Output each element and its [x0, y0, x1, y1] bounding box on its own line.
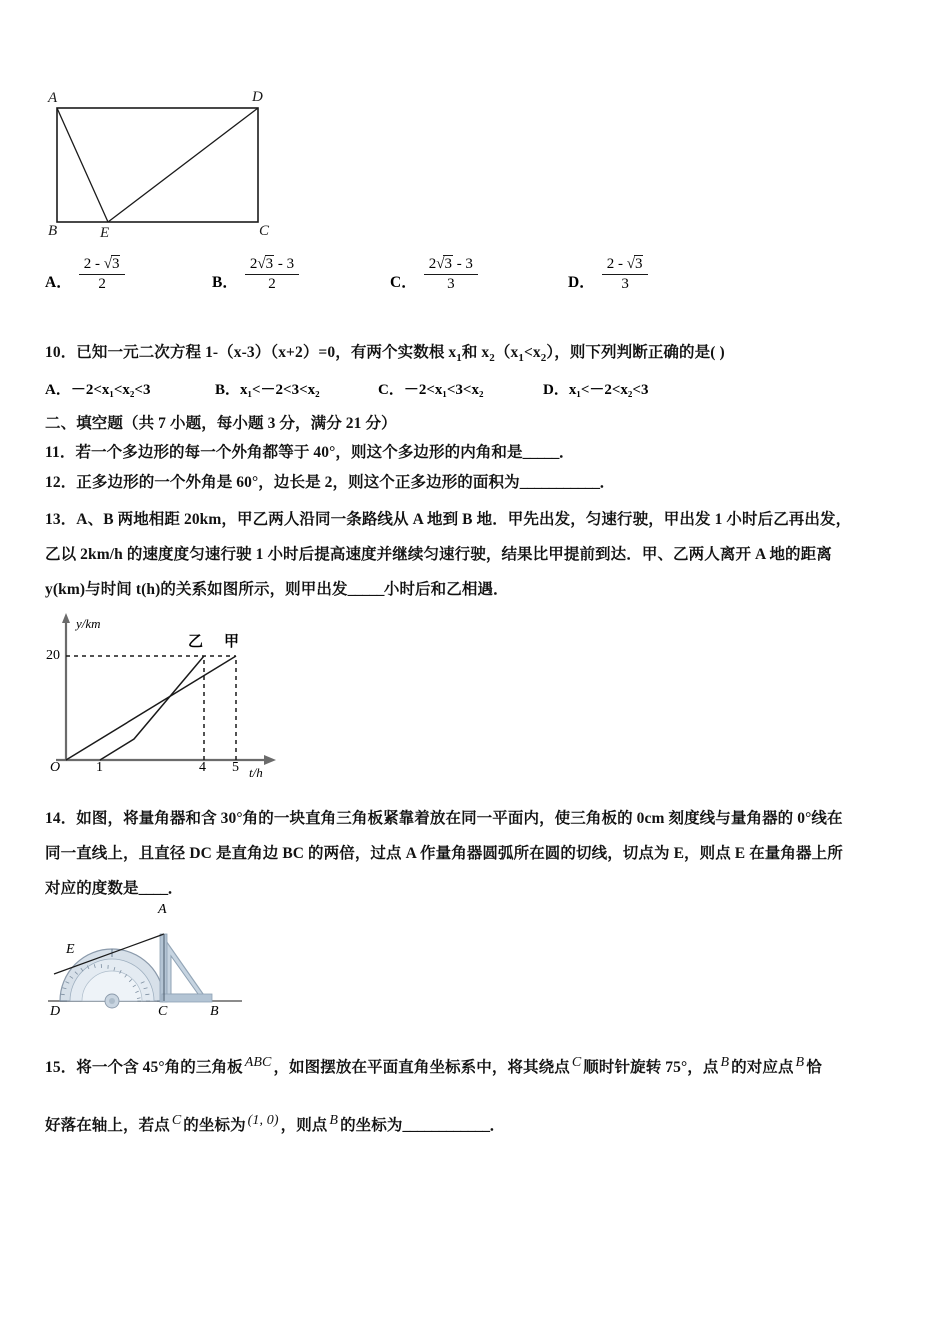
sqrt-icon: √3	[436, 256, 452, 272]
question10-option-c-text: －2<x₁<3<x₂	[403, 382, 484, 398]
option-b-tag: B．	[212, 273, 238, 291]
option-a-fraction	[79, 256, 126, 294]
question10-sub1: 1	[456, 352, 462, 365]
figure-rectangle-abcd	[40, 85, 340, 250]
rect-label-c: C	[259, 223, 270, 239]
question15-sup-c: C	[571, 1055, 582, 1070]
question15-l2-period: ．	[489, 1117, 506, 1135]
question14-line2: 同一直线上，且直径 DC 是直角边 BC 的两倍，过点 A 作量角器圆弧所在圆的切线，切点为 E，则点 E 在量角器上所	[45, 845, 843, 862]
travel-chart-svg	[44, 608, 314, 788]
option-b-trail: - 3	[274, 256, 295, 272]
option-b[interactable]	[212, 256, 299, 294]
protractor-diagram-svg	[42, 900, 272, 1035]
rect-label-a: A	[48, 90, 58, 106]
question14-period: ．	[167, 880, 184, 897]
question10-option-b[interactable]	[215, 378, 320, 399]
option-c-radicand: 3	[444, 256, 452, 272]
option-a-radicand: 3	[111, 256, 120, 272]
question15-sup-abc: ABC	[244, 1055, 272, 1070]
chart-xtick-4: 4	[199, 760, 206, 775]
option-c-trail: - 3	[452, 256, 473, 272]
question10-stem-part1: 10．已知一元二次方程 1-（x-3）（x+2）=0，有两个实数根 x	[45, 344, 457, 361]
question15-l2-sup-b: B	[329, 1113, 339, 1128]
question15-l2-sup-coord: (1, 0)	[247, 1113, 279, 1128]
question10-option-c[interactable]	[378, 378, 483, 399]
question10-stem-mid: 和 x	[461, 344, 490, 361]
question11-text: 11．若一个多边形的每一个外角都等于 40°，则这个多边形的内角和是	[45, 444, 523, 461]
question13-line1: 13．A、B 两地相距 20km，甲乙两人沿同一条路线从 A 地到 B 地．甲先出发，匀速行驶，甲出发 1 小时后乙再出发，	[45, 511, 852, 528]
protractor-label-c: C	[158, 1004, 168, 1019]
question15-l2-p3: ，则点	[280, 1117, 328, 1135]
question10-option-c-tag: C．	[378, 382, 404, 398]
question13-line3	[45, 578, 509, 601]
option-d-radicand: 3	[634, 256, 643, 272]
chart-xtick-origin: O	[50, 760, 61, 775]
chart-xtick-1: 1	[96, 760, 103, 775]
question14-blank[interactable]: ____	[138, 880, 168, 897]
question9-options-row	[45, 252, 925, 308]
question12-text: 12．正多边形的一个外角是 60°，边长是 2，则这个正多边形的面积为	[45, 474, 520, 491]
option-c-fraction	[424, 256, 478, 294]
option-b-lead: 2	[249, 256, 258, 272]
option-c-tag: C．	[390, 273, 417, 291]
chart-series-label-jia: 甲	[224, 632, 240, 650]
option-c-denominator: 3	[424, 274, 478, 293]
sqrt-icon: √3	[103, 256, 120, 272]
question11-blank[interactable]: _____	[522, 444, 559, 461]
option-b-denominator: 2	[245, 274, 299, 293]
protractor-label-b: B	[210, 1004, 219, 1019]
question15-line2	[45, 1110, 505, 1137]
option-c[interactable]	[390, 256, 478, 294]
option-b-numerator	[245, 256, 299, 274]
question10-option-d-text: x₁<－2<x₂<3	[568, 382, 649, 398]
question15-p2: ，如图摆放在平面直角坐标系中，将其绕点	[273, 1059, 570, 1077]
option-a[interactable]	[45, 256, 125, 294]
question10-sub2: 2	[489, 352, 495, 365]
question15-p5: 恰	[806, 1059, 822, 1077]
option-b-fraction	[245, 256, 299, 294]
question12-blank[interactable]: ___________	[519, 474, 600, 491]
question13-line2: 乙以 2km/h 的速度度匀速行驶 1 小时后提高速度并继续匀速行驶，结果比甲提前到达．甲、乙两人离开 A 地的距离	[45, 546, 832, 563]
question11-period: ．	[558, 444, 575, 461]
question15-blank[interactable]: ____________	[402, 1117, 490, 1135]
chart-xtick-5: 5	[232, 760, 239, 775]
question10-sub3: 1	[518, 352, 524, 365]
question15-l2-p4: 的坐标为	[340, 1117, 403, 1135]
question10-sub4: 2	[540, 352, 547, 365]
protractor-label-d: D	[50, 1004, 61, 1019]
question12	[45, 471, 615, 494]
rect-label-d: D	[252, 89, 263, 105]
question10-stem	[45, 341, 725, 367]
question10-stem-tail: （x	[494, 344, 519, 361]
question12-period: ．	[599, 474, 616, 491]
question10-option-a-tag: A．	[45, 382, 71, 398]
rectangle-diagram-svg	[40, 85, 340, 250]
question11	[45, 441, 574, 464]
question15-line1	[45, 1052, 822, 1079]
question15-p4: 的对应点	[731, 1059, 794, 1077]
question14-line1: 14．如图，将量角器和含 30°角的一块直角三角板紧靠着放在同一平面内，使三角板的 0cm 刻度线与量角器的 0°线在	[45, 810, 843, 827]
option-a-numerator	[79, 256, 126, 274]
question10-option-d-tag: D．	[543, 382, 569, 398]
chart-x-axis-label: t/h	[249, 765, 263, 780]
option-d-tag: D．	[568, 273, 595, 291]
option-b-radicand: 3	[265, 256, 274, 272]
question15-l2-p1: 好落在轴上，若点	[45, 1117, 170, 1135]
protractor-label-e: E	[66, 942, 75, 957]
question10-option-b-tag: B．	[215, 382, 241, 398]
question13-line3-a: y(km)与时间 t(h)的关系如图所示，则甲出发	[45, 581, 348, 598]
question10-option-d[interactable]	[543, 378, 648, 399]
question15-l2-p2: 的坐标为	[183, 1117, 246, 1135]
question14-line3	[45, 877, 183, 900]
question15-sup-b-prime: B	[795, 1055, 805, 1070]
sqrt-icon: √3	[257, 256, 274, 272]
question10-option-a-text: －2<x₁<x₂<3	[70, 382, 151, 398]
question10-option-b-text: x₁<－2<3<x₂	[240, 382, 320, 398]
protractor-label-a: A	[158, 902, 167, 917]
question10-stem-tail3: ），则下列判断正确的是( )	[546, 344, 725, 361]
question14-line3-text: 对应的度数是	[45, 880, 139, 897]
question15-p3: 顺时针旋转 75°，点	[583, 1059, 719, 1077]
rect-label-b: B	[48, 223, 58, 239]
option-c-lead: 2	[428, 256, 437, 272]
figure-protractor-triangle	[42, 900, 272, 1035]
question15-l2-sup-c: C	[171, 1113, 182, 1128]
option-c-numerator	[424, 256, 478, 274]
option-d-denominator: 3	[602, 274, 649, 293]
figure-travel-chart	[44, 608, 314, 788]
question10-option-a[interactable]	[45, 378, 150, 399]
option-d-lead: 2 -	[606, 256, 627, 272]
option-d[interactable]	[568, 256, 648, 294]
chart-ytick-20: 20	[46, 648, 60, 663]
question10-stem-tail2: <x	[523, 344, 541, 361]
chart-series-label-yi: 乙	[188, 632, 204, 650]
question13-line3-b: 小时后和乙相遇．	[383, 581, 509, 598]
rect-label-e: E	[100, 225, 110, 241]
question15-p1: 15．将一个含 45°角的三角板	[45, 1059, 243, 1077]
question15-sup-b: B	[720, 1055, 730, 1070]
option-a-tag: A．	[45, 273, 72, 291]
option-a-denominator: 2	[79, 274, 126, 293]
option-d-numerator	[602, 256, 649, 274]
chart-y-axis-label: y/km	[76, 616, 101, 631]
option-d-fraction	[602, 256, 649, 294]
question13-blank[interactable]: _____	[347, 581, 384, 598]
sqrt-icon: √3	[626, 256, 643, 272]
option-a-lead: 2 -	[83, 256, 104, 272]
section2-heading: 二、填空题（共 7 小题，每小题 3 分，满分 21 分）	[45, 415, 397, 432]
